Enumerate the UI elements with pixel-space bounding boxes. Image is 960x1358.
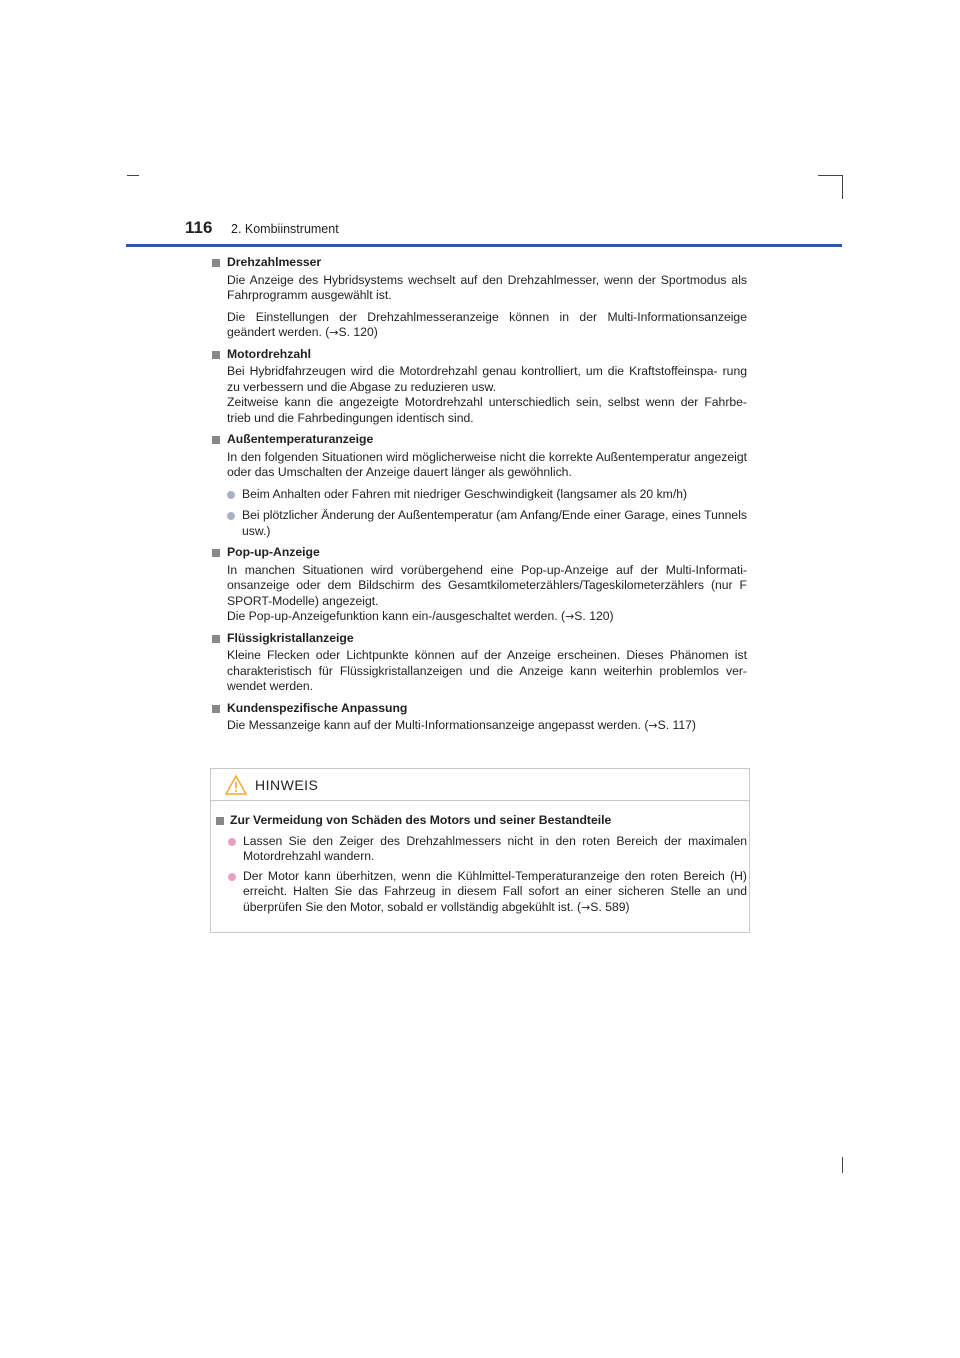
page-number: 116 <box>185 218 213 237</box>
section-heading: Drehzahlmesser <box>211 255 747 271</box>
list-item: Beim Anhalten oder Fahren mit niedriger Geschwindigkeit (langsamer als 20 km/h) <box>211 487 747 503</box>
paragraph: In den folgenden Situationen wird möglicherweise nicht die korrekte Außentemperatur angezeigt oder das Umschalten der Anzeige dauert länger als gewöhnlich. <box>227 449 747 479</box>
paragraph: Die Anzeige des Hybridsystems wechselt auf den Drehzahlmesser, wenn der Sportmodus als Fahrprogramm ausgewählt ist. <box>227 272 747 302</box>
notice-box <box>210 768 750 933</box>
paragraph: Kleine Flecken oder Lichtpunkte können auf der Anzeige erscheinen. Dieses Phänomen ist charakteristisch für Flüssigkristallanzeigen und die Anzeige kann weiterhin problemlos ver- wendet werden. <box>227 648 747 693</box>
section-fluessigkristallanzeige <box>211 631 747 695</box>
square-bullet-icon <box>212 436 220 444</box>
section-kundenspezifische-anpassung <box>211 701 747 734</box>
page-reference: S. 120) <box>574 609 614 623</box>
paragraph: Die Einstellungen der Drehzahlmesseranzeige können in der Multi-Informationsanzeige geändert werden. (→S. 120) <box>227 309 747 339</box>
crop-mark-top-right-v <box>842 175 843 199</box>
arrow-right-icon: → <box>565 610 575 623</box>
paragraph: Bei Hybridfahrzeugen wird die Motordrehzahl genau kontrolliert, um die Kraftstoffeinspa- rung zu verbessern und die Abgase zu reduzieren usw. <box>227 364 747 394</box>
page-header <box>185 216 845 246</box>
arrow-right-icon: → <box>581 900 591 914</box>
section-heading: Pop-up-Anzeige <box>211 545 747 561</box>
section-aussentemperaturanzeige <box>211 432 747 539</box>
paragraph: Zeitweise kann die angezeigte Motordrehzahl unterschiedlich sein, selbst wenn der Fahrbe- trieb und die Fahrbedingungen identisch sind. <box>227 395 747 425</box>
page-reference: S. 589) <box>590 899 630 914</box>
arrow-right-icon: → <box>329 326 339 339</box>
square-bullet-icon <box>216 817 224 825</box>
paragraph: Die Pop-up-Anzeigefunktion kann ein-/ausgeschaltet werden. (→S. 120) <box>227 609 614 623</box>
round-bullet-icon <box>227 491 235 499</box>
section-heading: Kundenspezifische Anpassung <box>211 701 747 717</box>
round-bullet-icon <box>228 873 236 881</box>
notice-header <box>211 769 749 801</box>
chapter-title: 2. Kombiinstrument <box>231 222 339 236</box>
notice-title: HINWEIS <box>255 777 319 793</box>
paragraph: In manchen Situationen wird vorübergehend eine Pop-up-Anzeige auf der Multi-Informati- onsanzeige oder dem Bildschirm des Gesamtkilometerzählers/Tageskilometerzählers (nur F SPORT-Modelle) angezeigt. <box>227 562 747 608</box>
notice-list-item: Lassen Sie den Zeiger des Drehzahlmessers nicht in den roten Bereich der maximalen Motordrehzahl wandern. <box>211 834 747 865</box>
main-content <box>211 255 747 740</box>
round-bullet-icon <box>227 512 235 520</box>
section-heading: Flüssigkristallanzeige <box>211 631 747 647</box>
paragraph: Die Messanzeige kann auf der Multi-Informationsanzeige angepasst werden. (→S. 117) <box>227 718 696 732</box>
notice-heading: Zur Vermeidung von Schäden des Motors und seiner Bestandteile <box>211 813 747 829</box>
section-heading: Außentemperaturanzeige <box>211 432 747 448</box>
section-heading: Motordrehzahl <box>211 347 747 363</box>
arrow-right-icon: → <box>648 719 658 732</box>
section-motordrehzahl <box>211 347 747 427</box>
square-bullet-icon <box>212 635 220 643</box>
round-bullet-icon <box>228 838 236 846</box>
list-item: Bei plötzlicher Änderung der Außentemperatur (am Anfang/Ende einer Garage, eines Tunnels usw.) <box>211 508 747 539</box>
section-drehzahlmesser <box>211 255 747 341</box>
section-popup-anzeige <box>211 545 747 625</box>
square-bullet-icon <box>212 351 220 359</box>
header-rule <box>126 244 842 247</box>
page-reference: S. 120) <box>338 325 378 339</box>
square-bullet-icon <box>212 705 220 713</box>
page-reference: S. 117) <box>657 718 696 732</box>
square-bullet-icon <box>212 549 220 557</box>
notice-body <box>211 813 747 919</box>
crop-mark-bottom-right <box>842 1157 843 1173</box>
notice-list-item: Der Motor kann überhitzen, wenn die Kühlmittel-Temperaturanzeige den roten Bereich (H) erreicht. Halten Sie das Fahrzeug in diesem Fall sofort an einer sicheren Stelle an und überprüfen Sie den Motor, sobald er vollständig abgekühlt ist. (→S. 589) <box>211 869 747 916</box>
warning-triangle-icon <box>225 775 247 795</box>
crop-mark-top-left <box>127 175 139 176</box>
square-bullet-icon <box>212 259 220 267</box>
crop-mark-top-right-h <box>818 175 842 176</box>
